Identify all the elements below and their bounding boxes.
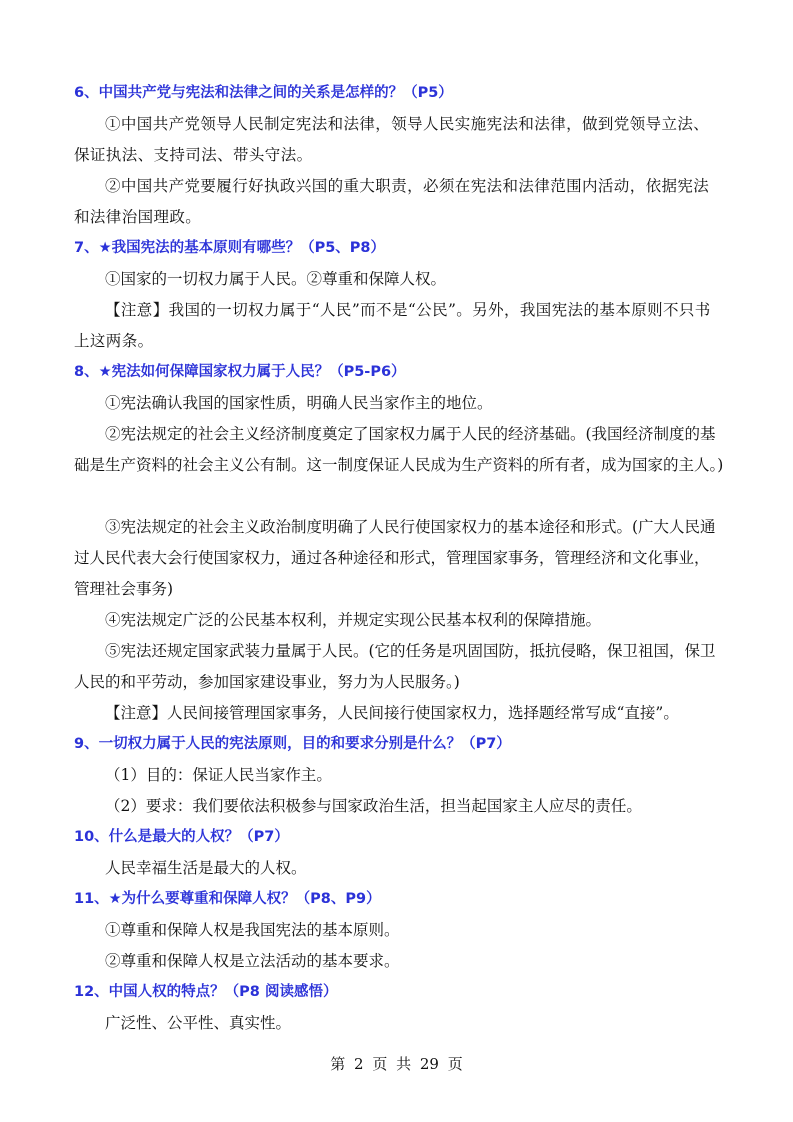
- answer-paragraph: 人民幸福生活是最大的人权。: [105, 859, 307, 877]
- question-heading: 6、中国共产党与宪法和法律之间的关系是怎样的？（P5）: [74, 85, 453, 101]
- document-body: [74, 78, 724, 1039]
- answer-paragraph: ②中国共产党要履行好执政兴国的重大职责，必须在宪法和法律范围内活动，依据宪法和法律治国理政。: [74, 177, 710, 226]
- question-heading: 9、一切权力属于人民的宪法原则，目的和要求分别是什么？（P7）: [74, 736, 511, 752]
- answer-paragraph: 广泛性、公平性、真实性。: [105, 1014, 292, 1032]
- answer-paragraph: ④宪法规定广泛的公民基本权利，并规定实现公民基本权利的保障措施。: [105, 611, 602, 629]
- answer-paragraph: ⑤宪法还规定国家武装力量属于人民。(它的任务是巩固国防，抵抗侵略，保卫祖国，保卫人民的和平劳动，参加国家建设事业，努力为人民服务。): [74, 642, 716, 691]
- answer-paragraph: ①尊重和保障人权是我国宪法的基本原则。: [105, 921, 400, 939]
- answer-paragraph: ①中国共产党领导人民制定宪法和法律，领导人民实施宪法和法律，做到党领导立法、保证执法、支持司法、带头守法。: [74, 115, 710, 164]
- question-heading: 10、什么是最大的人权？（P7）: [74, 829, 289, 845]
- question-heading: 12、中国人权的特点？（P8 阅读感悟）: [74, 984, 338, 1000]
- answer-paragraph: ②宪法规定的社会主义经济制度奠定了国家权力属于人民的经济基础。(我国经济制度的基础是生产资料的社会主义公有制。这一制度保证人民成为生产资料的所有者，成为国家的主人。): [74, 425, 724, 474]
- answer-subitem: （2）要求：我们要依法积极参与国家政治生活，担当起国家主人应尽的责任。: [105, 797, 642, 815]
- question-heading: 11、★为什么要尊重和保障人权？（P8、P9）: [74, 891, 381, 907]
- answer-paragraph: ①国家的一切权力属于人民。②尊重和保障人权。: [105, 270, 447, 288]
- answer-paragraph: ③宪法规定的社会主义政治制度明确了人民行使国家权力的基本途径和形式。(广大人民通过人民代表大会行使国家权力，通过各种途径和形式，管理国家事务，管理经济和文化事业，管理社会事务): [74, 518, 716, 598]
- answer-paragraph: ①宪法确认我国的国家性质，明确人民当家作主的地位。: [105, 394, 493, 412]
- note-paragraph: 【注意】人民间接管理国家事务，人民间接行使国家权力，选择题经常写成“直接”。: [105, 704, 679, 722]
- question-heading: 8、★宪法如何保障国家权力属于人民？（P5-P6）: [74, 364, 406, 380]
- answer-paragraph: ②尊重和保障人权是立法活动的基本要求。: [105, 952, 400, 970]
- page-number-footer: 第 2 页 共 29 页: [330, 1055, 463, 1073]
- answer-subitem: （1）目的：保证人民当家作主。: [105, 766, 332, 784]
- question-heading: 7、★我国宪法的基本原则有哪些？（P5、P8）: [74, 240, 386, 256]
- note-paragraph: 【注意】我国的一切权力属于“人民”而不是“公民”。另外，我国宪法的基本原则不只书上这两条。: [74, 301, 711, 350]
